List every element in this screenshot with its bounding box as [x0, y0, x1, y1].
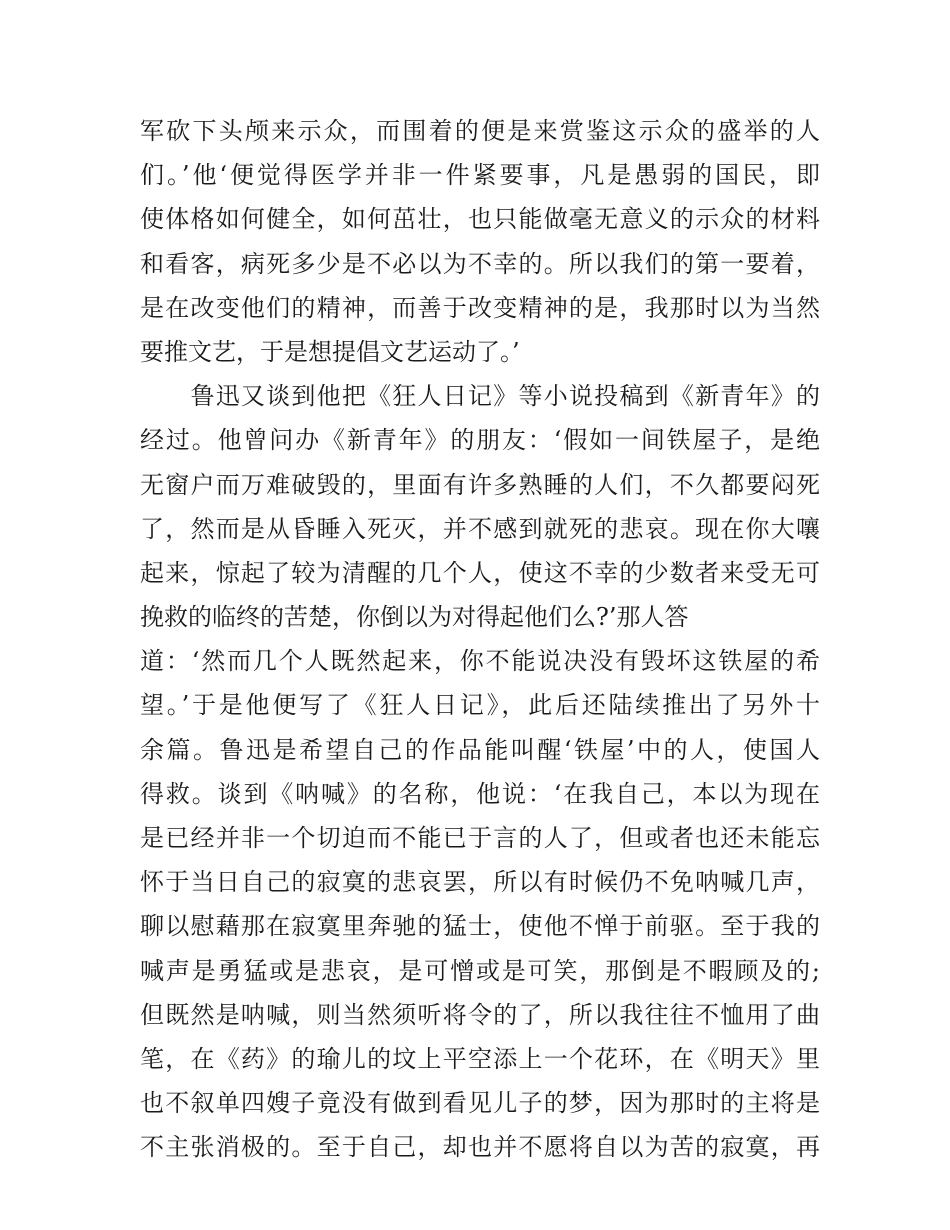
text-line: 但既然是呐喊，则当然须听将令的了，所以我往往不恤用了曲	[140, 1000, 820, 1029]
text-line: 聊以慰藉那在寂寞里奔驰的猛士，使他不惮于前驱。至于我的	[140, 912, 820, 941]
text-line: 了，然而是从昏睡入死灭，并不感到就死的悲哀。现在你大嚷	[140, 514, 820, 543]
text-line: 经过。他曾问办《新青年》的朋友：‘假如一间铁屋子，是绝	[140, 426, 820, 455]
text-line: 起来，惊起了较为清醒的几个人，使这不幸的少数者来受无可	[140, 558, 820, 587]
text-line: 怀于当日自己的寂寞的悲哀罢，所以有时候仍不免呐喊几声，	[140, 868, 820, 897]
text-line: 笔，在《药》的瑜儿的坟上平空添上一个花环，在《明天》里	[140, 1044, 820, 1073]
text-line: 要推文艺，于是想提倡文艺运动了。’	[140, 337, 520, 366]
text-line: 是已经并非一个切迫而不能已于言的人了，但或者也还未能忘	[140, 824, 820, 852]
text-line: 们。’他‘便觉得医学并非一件紧要事，凡是愚弱的国民，即	[140, 161, 820, 190]
text-line: 鲁迅又谈到他把《狂人日记》等小说投稿到《新青年》的	[140, 382, 820, 411]
text-line: 喊声是勇猛或是悲哀，是可憎或是可笑，那倒是不暇顾及的;	[140, 956, 820, 985]
text-line: 无窗户而万难破毁的，里面有许多熟睡的人们，不久都要闷死	[140, 470, 820, 499]
text-line: 余篇。鲁迅是希望自己的作品能叫醒‘铁屋’中的人，使国人	[140, 735, 820, 764]
text-line: 望。’于是他便写了《狂人日记》，此后还陆续推出了另外十	[140, 691, 820, 720]
text-line: 也不叙单四嫂子竟没有做到看见儿子的梦，因为那时的主将是	[140, 1089, 820, 1118]
text-line: 是在改变他们的精神，而善于改变精神的是，我那时以为当然	[140, 293, 820, 322]
text-line: 军砍下头颅来示众，而围着的便是来赏鉴这示众的盛举的人	[140, 117, 820, 145]
text-line: 和看客，病死多少是不必以为不幸的。所以我们的第一要着，	[140, 249, 820, 278]
text-line: 道：‘然而几个人既然起来，你不能说决没有毁坏这铁屋的希	[140, 647, 820, 676]
text-line: 挽救的临终的苦楚，你倒以为对得起他们么?’那人答	[140, 603, 689, 632]
text-line: 不主张消极的。至于自己，却也并不愿将自以为苦的寂寞，再	[140, 1133, 820, 1162]
text-line: 使体格如何健全，如何茁壮，也只能做毫无意义的示众的材料	[140, 205, 820, 234]
body-text	[140, 109, 820, 1170]
text-line: 得救。谈到《呐喊》的名称，他说：‘在我自己，本以为现在	[140, 779, 820, 808]
